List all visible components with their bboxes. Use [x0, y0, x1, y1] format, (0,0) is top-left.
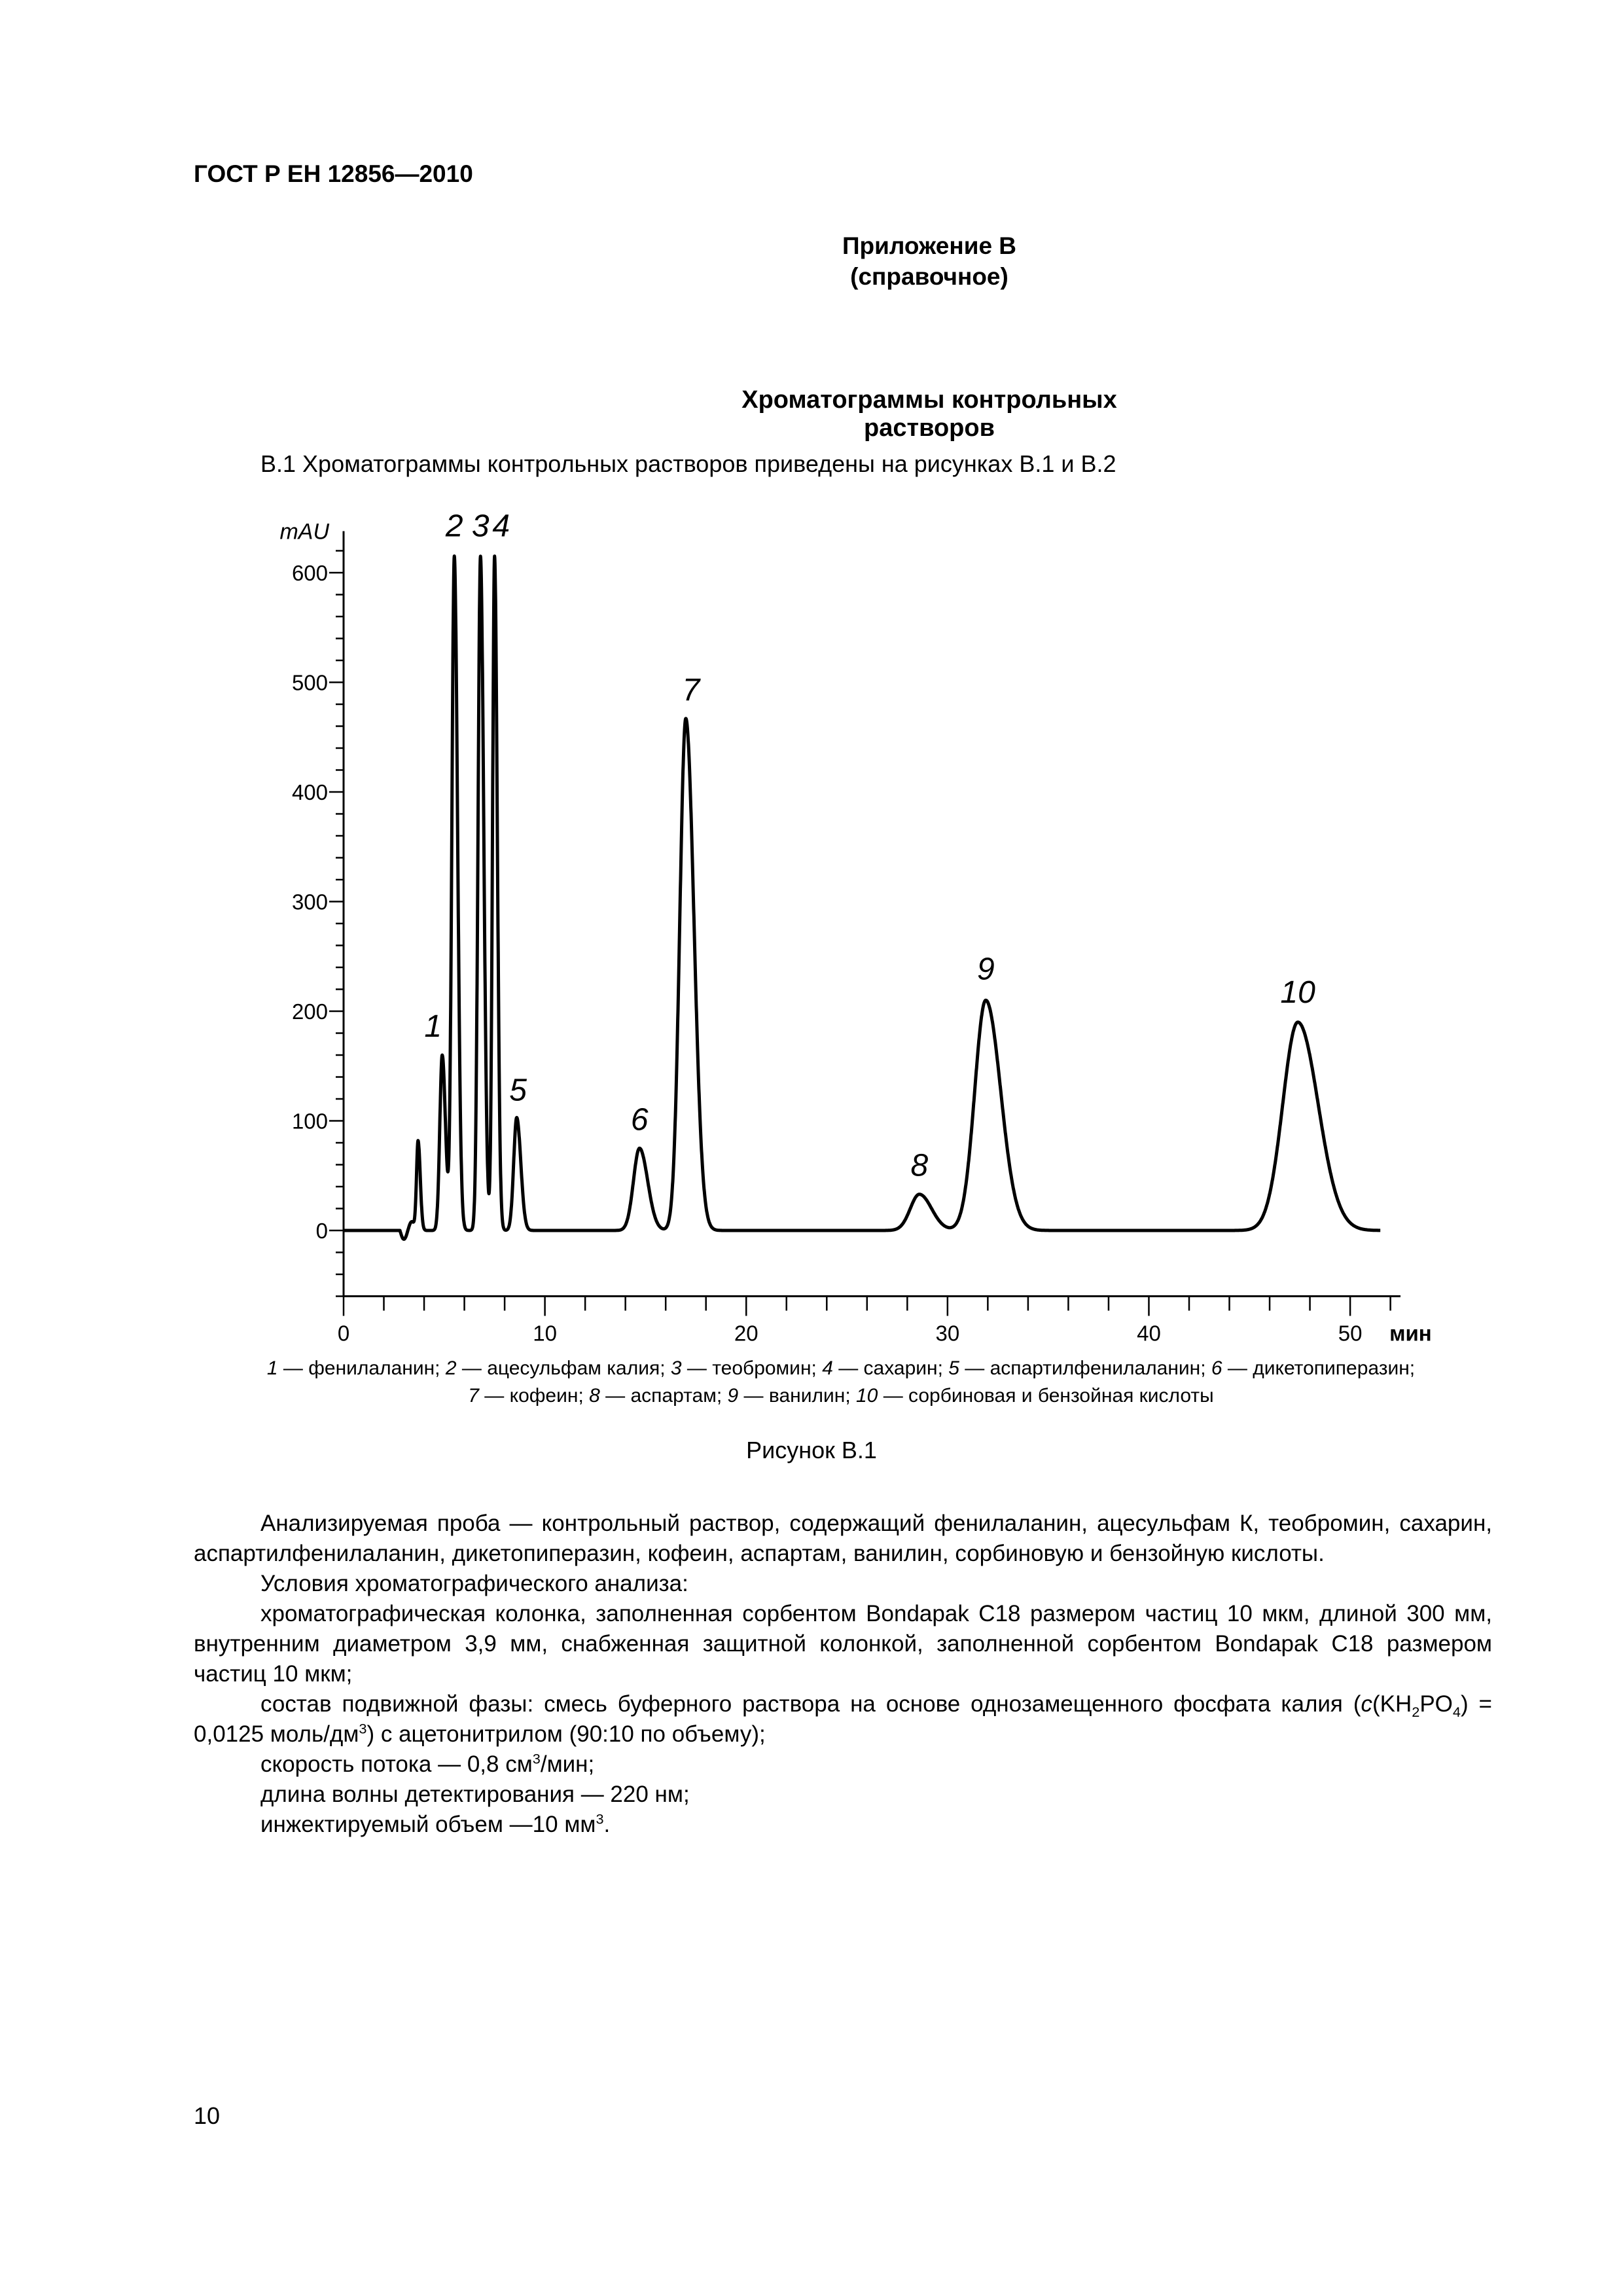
peak-label: 9	[976, 952, 995, 987]
legend-number: 8	[589, 1385, 600, 1407]
paragraph-flow-rate: скорость потока — 0,8 $см^3$/мин;	[260, 1750, 595, 1777]
legend-number: 1	[266, 1357, 278, 1379]
peak-label: 6	[630, 1102, 649, 1138]
peak-label: 3	[471, 509, 490, 544]
chromatogram-trace	[344, 556, 1380, 1240]
paragraph-injection-volume: инжектируемый объем —10 $мм^3$.	[260, 1810, 611, 1837]
peak-label: 2	[445, 509, 463, 544]
paragraph-conditions: Условия хроматографического анализа:	[260, 1571, 688, 1596]
y-tick-label: 400	[291, 780, 328, 804]
legend-text: — фенилаланин;	[277, 1357, 446, 1379]
page-number: 10	[194, 2102, 221, 2129]
legend-text: — кофеин;	[478, 1385, 590, 1407]
legend-text: — ванилин;	[738, 1385, 856, 1407]
peak-label: 10	[1280, 975, 1315, 1010]
y-tick-label: 300	[291, 889, 328, 914]
x-axis-unit: мин	[1389, 1321, 1432, 1346]
legend-number: 3	[670, 1357, 682, 1379]
peak-label: 4	[492, 509, 510, 544]
y-tick-label: 500	[291, 670, 328, 695]
peak-label: 8	[910, 1148, 929, 1183]
paragraph-sample: Анализируемая проба — контрольный раствор, содержащий фенилаланин, ацесульфам К, теобромин, сахарин, аспартилфенилаланин, дикетопиперазин, кофеин, аспартам, ванилин, сорбиновую и бензойную кислоты.	[194, 1511, 1492, 1566]
peak-label: 1	[424, 1009, 442, 1044]
x-tick-label: 30	[935, 1321, 960, 1346]
intro-paragraph: В.1 Хроматограммы контрольных растворов приведены на рисунках В.1 и В.2	[260, 450, 1116, 477]
y-tick-label: 100	[291, 1109, 328, 1134]
appendix-title: Приложение В	[842, 232, 1017, 259]
legend-text: — теобромин;	[681, 1357, 823, 1379]
y-axis-label: mAU	[279, 519, 329, 545]
x-tick-label: 0	[337, 1321, 350, 1346]
legend-line-2	[190, 1382, 1492, 1410]
y-tick-label: 600	[291, 561, 328, 585]
x-tick-label: 20	[734, 1321, 758, 1346]
figure-caption: Рисунок В.1	[746, 1437, 877, 1463]
legend-number: 10	[855, 1385, 878, 1407]
figure-legend	[190, 1355, 1492, 1410]
legend-line-1	[190, 1355, 1492, 1382]
y-tick-label: 0	[315, 1219, 328, 1243]
paragraph-wavelength: длина волны детектирования — 220 нм;	[260, 1782, 690, 1807]
appendix-type: (справочное)	[850, 263, 1008, 290]
x-tick-label: 50	[1338, 1321, 1363, 1346]
legend-number: 5	[948, 1357, 959, 1379]
x-tick-label: 10	[533, 1321, 557, 1346]
y-tick-label: 200	[291, 999, 328, 1024]
chromatogram-chart	[0, 497, 1623, 1348]
legend-text: — аспартилфенилаланин;	[959, 1357, 1211, 1379]
legend-text: — ацесульфам калия;	[456, 1357, 671, 1379]
legend-number: 9	[727, 1385, 739, 1407]
legend-number: 7	[468, 1385, 479, 1407]
paragraph-column: хроматографическая колонка, заполненная сорбентом Bondapak C18 размером частиц 10 мкм, длиной 300 мм, внутренним диаметром 3,9 мм, снабженная защитной колонкой, заполненной сорбентом Bondapak C18 размером частиц 10 мкм;	[194, 1601, 1492, 1687]
legend-number: 6	[1211, 1357, 1222, 1379]
legend-text: — аспартам;	[599, 1385, 728, 1407]
peak-label: 5	[509, 1073, 527, 1108]
legend-text: — дикетопиперазин;	[1222, 1357, 1416, 1379]
document-header: ГОСТ Р ЕН 12856—2010	[194, 160, 473, 187]
legend-text: — сорбиновая и бензойная кислоты	[878, 1385, 1214, 1407]
legend-number: 2	[445, 1357, 457, 1379]
legend-text: — сахарин;	[832, 1357, 949, 1379]
legend-number: 4	[822, 1357, 833, 1379]
section-title: Хроматограммы контрольных растворов	[741, 386, 1117, 442]
x-tick-label: 40	[1137, 1321, 1161, 1346]
paragraph-mobile-phase: состав подвижной фазы: смесь буферного раствора на основе однозамещенного фосфата калия ($c(KH_2PO_4) = 0,0125$ моль/$дм^3$) с ацетонитрилом (90:10 по объему);	[194, 1691, 1492, 1747]
peak-label: 7	[682, 672, 700, 708]
